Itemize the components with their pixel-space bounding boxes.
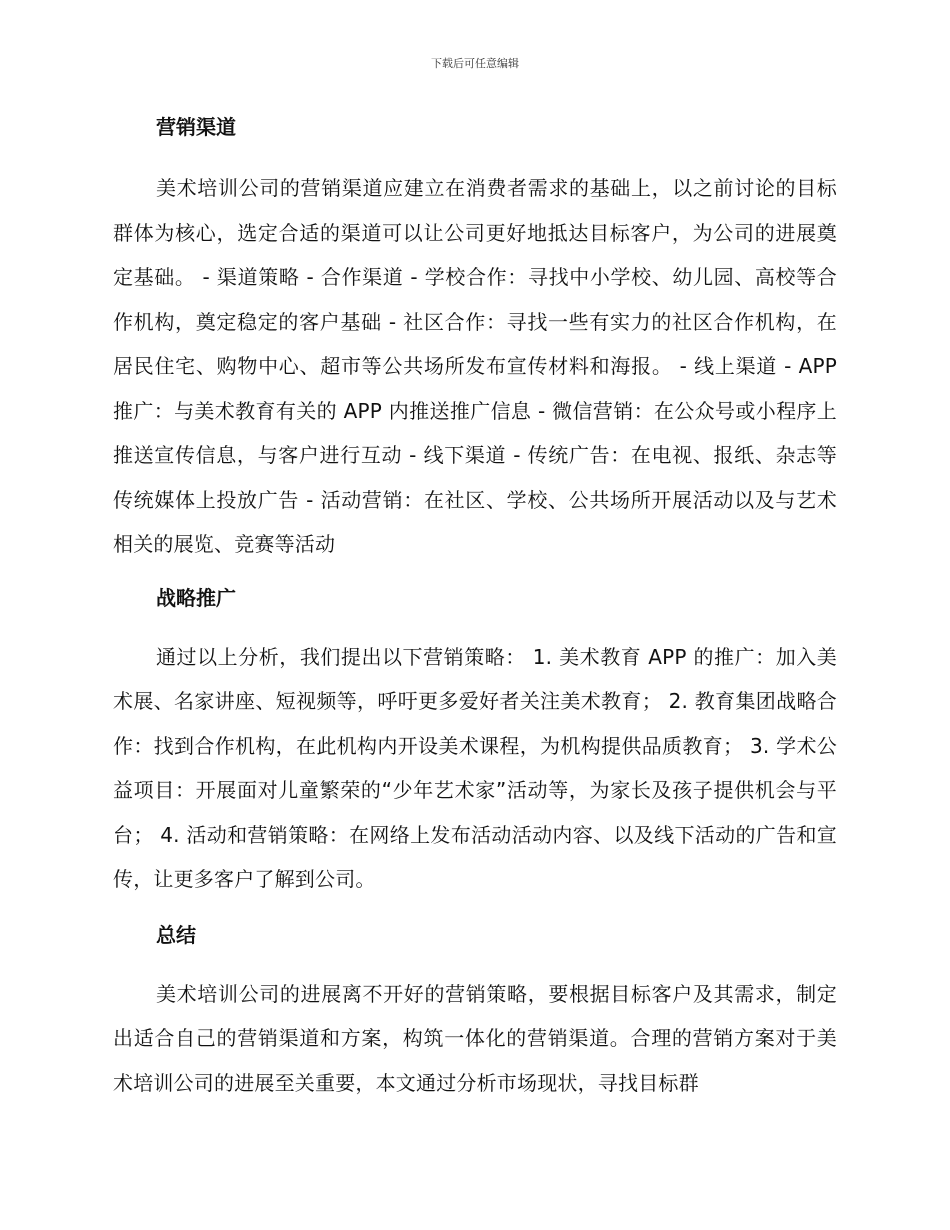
section-heading-strategy-promotion: 战略推广	[156, 585, 236, 610]
section-paragraph-marketing-channels: 美术培训公司的营销渠道应建立在消费者需求的基础上，以之前讨论的目标群体为核心，选定合适的渠道可以让公司更好地抵达目标客户，为公司的进展奠定基础。 - 渠道策略 - 合作渠道 - 学校合作：寻找中小学校、幼儿园、高校等合作机构，奠定稳定的客户基础 - 社区合作：寻找一些有实力的社区合作机构，在居民住宅、购物中心、超市等公共场所发布宣传材料和海报。 - 线上渠道 - APP 推广：与美术教育有关的 APP 内推送推广信息 - 微信营销：在公众号或小程序上推送宣传信息，与客户进行互动 - 线下渠道 - 传统广告：在电视、报纸、杂志等传统媒体上投放广告 - 活动营销：在社区、学校、公共场所开展活动以及与艺术相关的展览、竞赛等活动	[113, 176, 837, 556]
section-heading-marketing-channels: 营销渠道	[156, 115, 236, 139]
header-note: 下载后可任意编辑	[431, 57, 519, 70]
section-paragraph-summary: 美术培训公司的进展离不开好的营销策略，要根据目标客户及其需求，制定出适合自己的营销渠道和方案，构筑一体化的营销渠道。合理的营销方案对于美术培训公司的进展至关重要，本文通过分析市场现状，寻找目标群	[113, 981, 837, 1095]
section-paragraph-strategy-promotion: 通过以上分析，我们提出以下营销策略： 1. 美术教育 APP 的推广：加入美术展、名家讲座、短视频等，呼吁更多爱好者关注美术教育； 2. 教育集团战略合作：找到合作机构，在此机构内开设美术课程，为机构提供品质教育； 3. 学术公益项目：开展面对儿童繁荣的“少年艺术家”活动等，为家长及孩子提供机会与平台； 4. 活动和营销策略：在网络上发布活动活动内容、以及线下活动的广告和宣传，让更多客户了解到公司。	[113, 644, 837, 891]
document-body	[113, 112, 837, 1105]
section-heading-summary: 总结	[156, 922, 196, 947]
